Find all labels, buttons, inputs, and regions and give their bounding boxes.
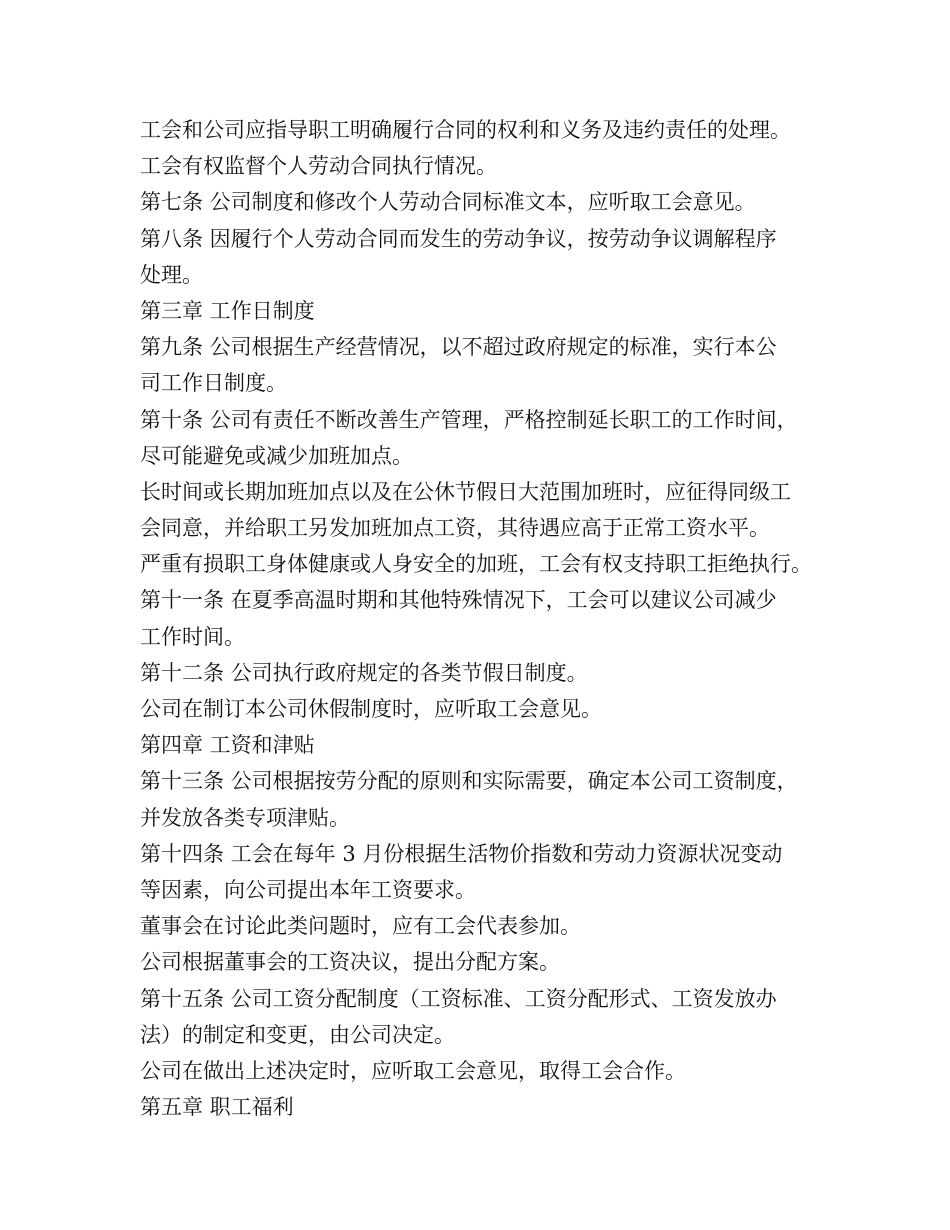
article-12: 第十二条 公司执行政府规定的各类节假日制度。 [140,660,588,685]
text-line: 工作时间。 [140,624,245,649]
text-line: 并发放各类专项津贴。 [140,805,350,830]
text-line: 公司在做出上述决定时，应听取工会意见，取得工会合作。 [140,1058,686,1083]
text-line: 会同意，并给职工另发加班加点工资，其待遇应高于正常工资水平。 [140,516,770,541]
article-15: 第十五条 公司工资分配制度（工资标准、工资分配形式、工资发放办 [140,986,777,1011]
text-line: 长时间或长期加班加点以及在公休节假日大范围加班时，应征得同级工 [140,479,791,504]
text-line: 司工作日制度。 [140,371,287,396]
article-13: 第十三条 公司根据按劳分配的原则和实际需要，确定本公司工资制度， [140,769,798,794]
text-line: 公司根据董事会的工资决议，提出分配方案。 [140,950,560,975]
text-line: 等因素，向公司提出本年工资要求。 [140,877,476,902]
article-10: 第十条 公司有责任不断改善生产管理，严格控制延长职工的工作时间， [140,407,798,432]
chapter-5-heading: 第五章 职工福利 [140,1095,294,1120]
chapter-4-heading: 第四章 工资和津贴 [140,733,315,758]
text-line: 严重有损职工身体健康或人身安全的加班，工会有权支持职工拒绝执行。 [140,552,812,577]
text-line: 法）的制定和变更，由公司决定。 [140,1022,455,1047]
article-9: 第九条 公司根据生产经营情况，以不超过政府规定的标准，实行本公 [140,335,777,360]
article-11: 第十一条 在夏季高温时期和其他特殊情况下，工会可以建议公司减少 [140,588,777,613]
text-line: 工会有权监督个人劳动合同执行情况。 [140,154,497,179]
chapter-3-heading: 第三章 工作日制度 [140,298,315,323]
article-14: 第十四条 工会在每年 3 月份根据生活物价指数和劳动力资源状况变动 [140,841,783,866]
article-8: 第八条 因履行个人劳动合同而发生的劳动争议，按劳动争议调解程序 [140,226,777,251]
document-page [140,112,840,1125]
text-line: 尽可能避免或减少加班加点。 [140,443,413,468]
text-line: 董事会在讨论此类问题时，应有工会代表参加。 [140,914,581,939]
text-line: 公司在制订本公司休假制度时，应听取工会意见。 [140,697,602,721]
text-line: 工会和公司应指导职工明确履行合同的权利和义务及违约责任的处理。 [140,118,791,142]
text-line: 处理。 [140,262,203,287]
article-7: 第七条 公司制度和修改个人劳动合同标准文本，应听取工会意见。 [140,190,756,215]
